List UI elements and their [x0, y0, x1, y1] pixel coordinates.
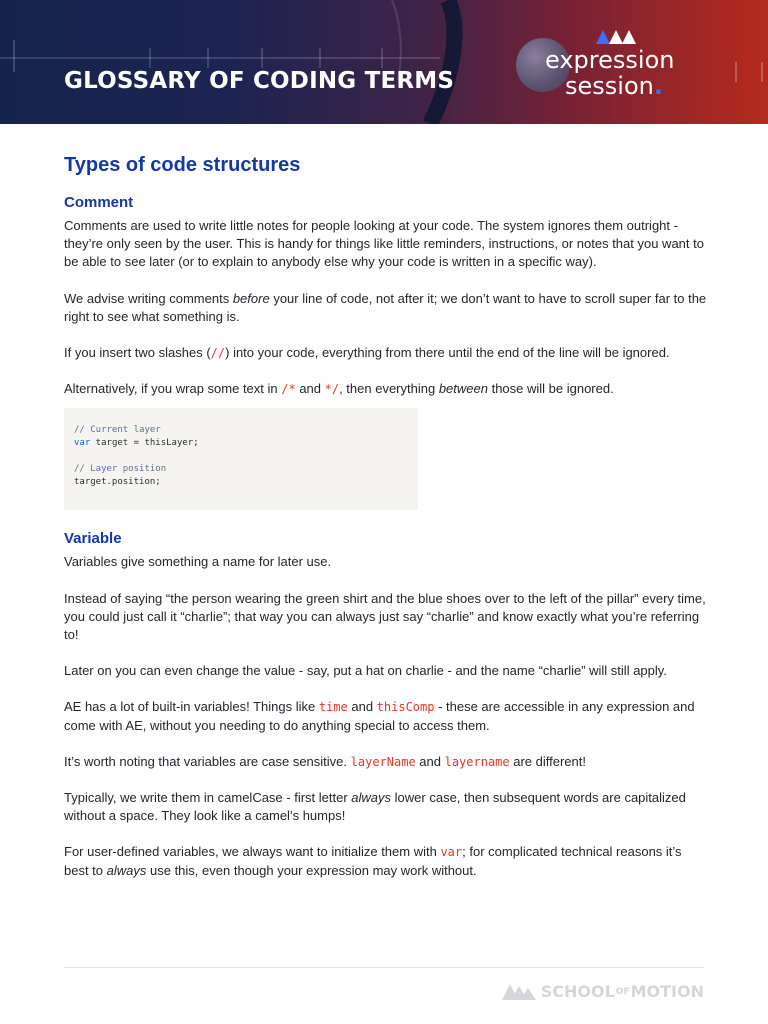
inline-code: // [210, 346, 226, 361]
code-line [74, 450, 408, 463]
page-title: GLOSSARY OF CODING TERMS [64, 68, 455, 94]
code-line: // Current layer [74, 425, 161, 436]
variable-paragraph-1: Variables give something a name for later use. [64, 554, 332, 570]
inline-code: thisComp [376, 700, 435, 715]
variable-paragraph-5: It’s worth noting that variables are case sensitive. layerName and layername are different! [64, 753, 586, 769]
code-line: var target = thisLayer; [74, 438, 199, 449]
footer-divider [64, 967, 704, 968]
term-heading-variable: Variable [64, 530, 122, 548]
variable-paragraph-7: For user-defined variables, we always want to initialize them with var; for complicated technical reasons it’s best to always use this, even though your expression may work without. [64, 844, 682, 878]
glossary-content [64, 150, 709, 880]
comment-paragraph-3: If you insert two slashes (//) into your code, everything from there until the end of the line will be ignored. [64, 345, 670, 361]
logo-dot: . [653, 72, 663, 100]
inline-code: time [318, 700, 348, 715]
inline-code: layerName [350, 754, 416, 769]
expression-session-logo [514, 28, 704, 104]
variable-paragraph-6: Typically, we write them in camelCase - first letter always lower case, then subsequent words are capitalized without a space. They look like a camel’s humps! [64, 790, 686, 824]
inline-code: var [440, 845, 463, 860]
variable-paragraph-2: Instead of saying “the person wearing the green shirt and the blue shoes over to the left of the pillar” every time, you could just call it “charlie”; that way you can always just say “charlie” and know exactly what you’re referring to! [64, 590, 706, 643]
code-line: // Layer position [74, 464, 167, 475]
comment-paragraph-4: Alternatively, if you wrap some text in /* and */, then everything between those will be ignored. [64, 381, 614, 397]
inline-code: /* [281, 382, 296, 397]
comment-paragraph-1: Comments are used to write little notes for people looking at your code. The system ignores them outright - they’re only seen by the user. This is handy for things like little reminders, instructions, or notes that you want to be able to see later (or to explain to anybody else why your code is written in a specific way). [64, 218, 704, 270]
inline-code: layername [444, 754, 510, 769]
logo-text-expression: expression [545, 46, 675, 74]
logo-text-session: session. [565, 72, 663, 100]
school-of-motion-logo: SCHOOL OF MOTION [502, 982, 704, 1001]
header-banner [0, 0, 768, 124]
inline-code: */ [324, 382, 340, 397]
section-title: Types of code structures [64, 154, 301, 176]
code-example-block [64, 408, 418, 510]
variable-paragraph-3: Later on you can even change the value - say, put a hat on charlie - and the name “charlie” will still apply. [64, 663, 667, 679]
term-heading-comment: Comment [64, 194, 134, 211]
code-line: target.position; [74, 477, 161, 488]
mountains-brand-icon [502, 984, 536, 1000]
variable-paragraph-4: AE has a lot of built-in variables! Things like time and thisComp - these are accessible in any expression and come with AE, without you needing to do anything special to access them. [64, 699, 695, 733]
mountains-logo-icon [596, 30, 638, 44]
comment-paragraph-2: We advise writing comments before your line of code, not after it; we don’t want to have to scroll super far to the right to see what something is. [64, 290, 707, 324]
